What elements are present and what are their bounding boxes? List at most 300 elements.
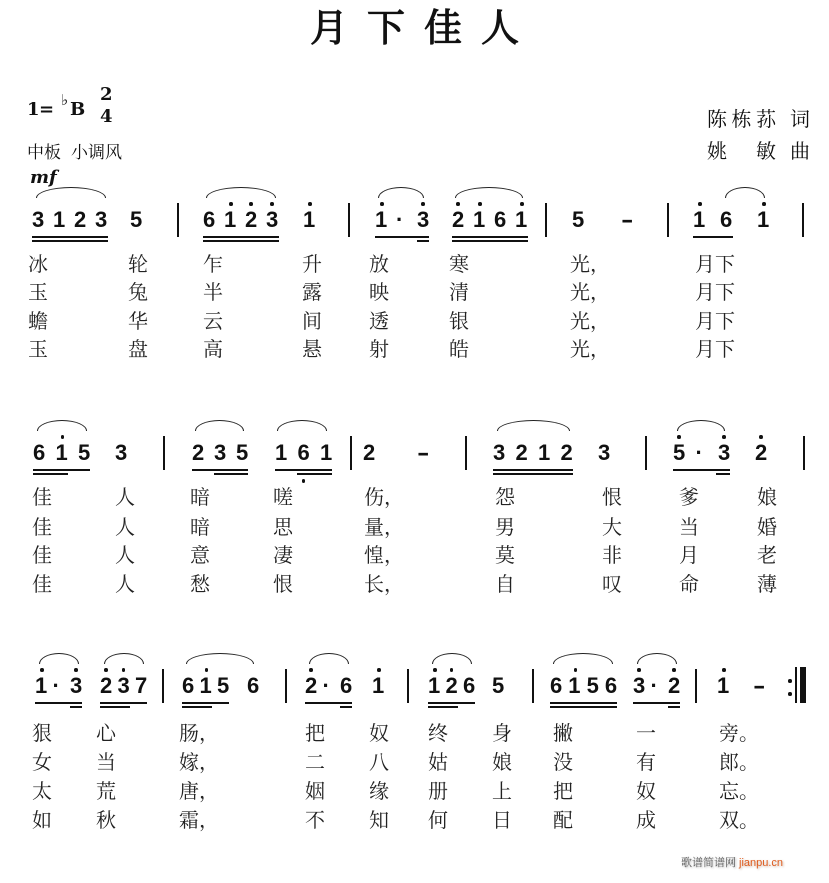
beam-underline [693,236,733,238]
lyric-char: 量， [364,515,404,539]
note: 2 [245,205,266,235]
lyric-char: 嗟 [273,485,293,509]
slur [725,187,765,198]
time-signature-beats: 2 [100,84,113,105]
lyric-row-verse-3 [0,310,829,332]
lyric-char: 月下 [695,337,735,361]
augmentation-dot: · [650,673,658,698]
lyric-char: 册 [428,779,448,803]
slur [309,653,349,664]
note: 6 [550,673,563,698]
style-marking: 小调风 [71,143,122,163]
lyric-char: 女 [32,750,52,774]
lyric-char: 凄 [273,543,293,567]
lyric-char: 当 [679,515,699,539]
beam-underline [305,702,352,704]
lyric-char: 身 [492,721,512,745]
note-group [130,205,151,235]
note: 3 [115,440,128,465]
lyric-char: 佳 [32,572,52,596]
lyric-char: 没 [553,750,573,774]
note: 5 [130,207,143,232]
note: 3 [493,440,506,465]
note-group [35,671,88,701]
beam-underline [32,236,108,238]
augmentation-dot: · [396,207,404,232]
note-group [550,671,623,701]
note: 1 [375,205,396,235]
note: 2 [452,205,473,235]
time-signature-beat-unit: 4 [100,106,113,127]
lyric-row-verse-1 [0,486,829,508]
lyric-char: 莫 [495,543,515,567]
lyric-char: 轮 [128,252,148,276]
barline [163,436,165,470]
score-system-3 [0,671,829,711]
slur [432,653,472,664]
beam-underline [550,706,617,708]
lyricist-role: 词 [790,107,815,131]
note: 6 [182,673,195,698]
lyric-char: 终 [428,721,448,745]
lyric-char: 皓 [449,337,469,361]
lyric-char: 如 [32,808,52,832]
barline [645,436,647,470]
note: 1 [53,207,66,232]
lyric-char: 高 [203,337,223,361]
note-group [375,205,438,235]
lyric-char: 射 [369,337,389,361]
lyric-char: 老 [757,543,777,567]
watermark-domain: jianpu.cn [739,857,784,869]
slur [378,187,424,198]
note: 7 [135,673,148,698]
lyric-char: 日 [492,808,512,832]
note: 6 [298,438,321,468]
lyric-char: 娘 [492,750,512,774]
lyric-char: 自 [495,572,515,596]
lyric-char: 把 [553,779,573,803]
song-title: 月下佳人 [309,5,538,50]
note: 6 [463,673,476,698]
beam-underline [100,702,147,704]
beam-underline [493,469,573,471]
lyric-char: 光， [570,252,610,276]
beam-underline [428,702,475,704]
lyric-char: 奴 [636,779,656,803]
beam-underline [340,706,352,708]
slur [553,653,613,664]
lyric-char: 八 [369,750,389,774]
dynamic-marking: mf [30,167,57,188]
note-group [717,671,738,701]
lyric-row-verse-4 [0,573,829,595]
repeat-end-thick-barline [800,667,806,703]
barline [695,669,697,703]
beam-underline [417,240,429,242]
note: 2 [755,438,776,468]
note: 1 [372,671,393,701]
beam-underline [192,469,248,471]
lyric-char: 非 [602,543,622,567]
barline [285,669,287,703]
note: 1 [568,671,586,701]
barline [667,203,669,237]
lyric-char: 人 [115,515,135,539]
note: 3 [214,440,227,465]
note-group [305,671,358,701]
note: 1 [275,440,288,465]
note-group [598,438,619,468]
lyric-char: 命 [679,572,699,596]
beam-underline [428,706,458,708]
lyric-char: 清 [449,280,469,304]
note: 1 [224,205,245,235]
note: 6 [203,207,216,232]
lyric-char: 人 [115,572,135,596]
lyric-char: 月下 [695,309,735,333]
lyric-char: 忘。 [719,779,759,803]
note: 2 [668,671,686,701]
lyric-char: 不 [305,808,325,832]
beam-underline [203,236,279,238]
note-group [115,438,136,468]
lyric-char: 佳 [32,485,52,509]
repeat-dot [788,679,792,683]
beam-underline [203,240,279,242]
note-group [372,671,393,701]
lyric-char: 薄 [757,572,777,596]
lyric-char: 撇 [553,721,573,745]
beam-underline [182,706,212,708]
note-group [192,438,258,468]
note: 3 [598,440,611,465]
lyric-char: 把 [305,721,325,745]
note: 6 [33,440,46,465]
dash-extension: - [621,207,634,232]
lyric-char: 兔 [128,280,148,304]
watermark-site-name: 歌谱简谱网 [681,856,736,869]
barline [162,669,164,703]
lyric-char: 成 [636,808,656,832]
score-system-1 [0,205,829,245]
lyric-char: 光， [570,337,610,361]
note-group [32,205,116,235]
lyric-row-verse-3 [0,544,829,566]
note: 1 [717,671,738,701]
note: 5 [586,673,599,698]
slur [36,187,106,198]
note: 1 [56,438,79,468]
barline [802,203,804,237]
lyric-char: 人 [115,543,135,567]
note: 6 [340,673,353,698]
note: 1 [200,671,218,701]
slur [186,653,254,664]
barline [545,203,547,237]
lyric-char: 怨 [495,485,515,509]
barline [350,436,352,470]
note: 1 [320,440,333,465]
beam-underline [32,240,108,242]
lyric-char: 娘 [757,485,777,509]
beam-underline [33,473,68,475]
lyric-char: 爹 [679,485,699,509]
lyric-char: 升 [302,252,322,276]
slur [37,420,87,431]
key-tonic: 1 [27,99,40,120]
augmentation-dot: · [695,440,703,465]
note: 2 [560,440,573,465]
note-group [303,205,324,235]
repeat-dot [788,692,792,696]
note: 3 [417,205,438,235]
lyric-char: 银 [449,309,469,333]
slur [206,187,276,198]
lyric-row-verse-4 [0,809,829,831]
note: 3 [32,207,45,232]
lyric-char: 唐， [179,779,219,803]
note: 1 [428,671,446,701]
lyric-char: 愁 [190,572,210,596]
lyric-char: 盘 [128,337,148,361]
lyric-char: 配 [553,808,573,832]
lyric-char: 映 [369,280,389,304]
lyric-row-verse-1 [0,253,829,275]
beam-underline [214,473,248,475]
lyric-char: 透 [369,309,389,333]
note-group [363,438,384,468]
lyric-char: 恨 [273,572,293,596]
slur [277,420,327,431]
beam-underline [550,702,617,704]
lyric-char: 太 [32,779,52,803]
lyric-char: 当 [96,750,116,774]
lyric-char: 恨 [602,485,622,509]
barline [465,436,467,470]
lyric-row-verse-2 [0,281,829,303]
beam-underline [375,236,429,238]
slur [195,420,244,431]
dash-extension: - [753,673,766,698]
lyric-char: 佳 [32,543,52,567]
augmentation-dot: · [52,673,60,698]
beam-underline [673,469,730,471]
beam-underline [297,473,332,475]
lyric-char: 蟾 [28,309,48,333]
note: 6 [247,673,260,698]
lyric-char: 狠 [32,721,52,745]
lyric-char: 姑 [428,750,448,774]
note: 5 [236,440,249,465]
lyric-char: 男 [495,515,515,539]
slur [637,653,677,664]
lyric-char: 长， [364,572,404,596]
lyric-char: 暗 [190,515,210,539]
lyric-char: 乍 [203,252,223,276]
barline [177,203,179,237]
beam-underline [70,706,82,708]
barline [803,436,805,470]
lyric-char: 月 [679,543,699,567]
note-group [33,438,101,468]
slur [104,653,144,664]
beam-underline [493,473,573,475]
slur [497,420,570,431]
lyric-char: 意 [190,543,210,567]
note: 5 [572,207,585,232]
lyric-char: 奴 [369,721,389,745]
lyric-char: 月下 [695,280,735,304]
beam-underline [668,706,680,708]
note-group [755,438,776,468]
note-group [428,671,481,701]
note: 2 [363,440,376,465]
dash-extension: - [417,440,430,465]
note: 3 [95,207,108,232]
lyric-char: 郎。 [719,750,759,774]
note-group [757,205,778,235]
note: 3 [118,671,136,701]
repeat-end-thin-barline [795,667,797,703]
note: 3 [266,205,287,235]
note-group [633,671,686,701]
lyric-char: 思 [273,515,293,539]
note: 3 [633,671,651,701]
lyric-char: 姻 [305,779,325,803]
lyric-char: 人 [115,485,135,509]
lyric-char: 旁。 [719,721,759,745]
lyric-char: 叹 [602,572,622,596]
barline [407,669,409,703]
note: 1 [538,440,551,465]
note: 2 [305,671,323,701]
note-group [275,438,343,468]
note: 1 [515,205,536,235]
note-group [203,205,287,235]
note: 6 [720,207,733,232]
tempo-marking: 中板 [27,143,61,163]
lyric-row-verse-1 [0,722,829,744]
note: 2 [446,671,464,701]
lyric-char: 荒 [96,779,116,803]
augmentation-dot: · [322,673,330,698]
lyric-char: 间 [302,309,322,333]
note: 1 [303,205,324,235]
barline [348,203,350,237]
lyric-char: 伤， [364,485,404,509]
note-group [492,671,513,701]
lyricist-name: 陈栋荪 [707,107,781,131]
note: 5 [217,673,230,698]
note: 6 [494,207,507,232]
note-group [673,438,741,468]
lyric-char: 何 [428,808,448,832]
beam-underline [100,706,130,708]
lyric-char: 光， [570,280,610,304]
lyric-char: 暗 [190,485,210,509]
note: 2 [192,440,205,465]
lyric-char: 华 [128,309,148,333]
note: 3 [718,438,741,468]
lyric-row-verse-2 [0,516,829,538]
lyric-char: 二 [305,750,325,774]
slur [455,187,523,198]
note: 2 [515,440,528,465]
lyric-char: 悬 [302,337,322,361]
lyric-char: 一 [636,721,656,745]
lyric-char: 双。 [719,808,759,832]
note-group [753,671,774,701]
note: 5 [78,440,91,465]
note: 5 [673,438,696,468]
note: 1 [757,205,778,235]
note: 3 [70,671,88,701]
note-group [417,438,438,468]
lyric-char: 玉 [28,280,48,304]
beam-underline [716,473,730,475]
note-group [452,205,536,235]
composer-role: 曲 [790,139,815,163]
lyric-char: 大 [602,515,622,539]
lyric-char: 有 [636,750,656,774]
note: 2 [100,671,118,701]
lyric-char: 肠， [179,721,219,745]
note: 6 [604,673,618,698]
note: 2 [74,207,87,232]
lyric-row-verse-2 [0,751,829,773]
lyric-char: 寒 [449,252,469,276]
lyric-char: 霜， [179,808,219,832]
note-group [493,438,583,468]
lyric-char: 光， [570,309,610,333]
key-equals: = [39,99,55,120]
lyric-char: 知 [369,808,389,832]
note-group [693,205,747,235]
lyric-char: 月下 [695,252,735,276]
lyric-row-verse-3 [0,780,829,802]
lyric-char: 玉 [28,337,48,361]
lyric-char: 惶， [364,543,404,567]
note: 5 [492,673,505,698]
beam-underline [633,702,680,704]
flat-icon: ♭ [61,91,69,109]
lyric-char: 上 [492,779,512,803]
beam-underline [182,702,229,704]
lyric-row-verse-4 [0,338,829,360]
lyric-char: 冰 [28,252,48,276]
lyric-char: 云 [203,309,223,333]
lyric-char: 露 [302,280,322,304]
note-group [100,671,153,701]
lyric-char: 放 [369,252,389,276]
lyric-char: 心 [96,721,116,745]
watermark [681,856,783,870]
note-group [182,671,265,701]
slur [677,420,725,431]
note: 1 [473,205,494,235]
lyric-char: 半 [203,280,223,304]
lyric-char: 佳 [32,515,52,539]
lyric-char: 婚 [757,515,777,539]
note: 1 [693,205,720,235]
key-name: B [70,99,86,120]
beam-underline [452,240,528,242]
beam-underline [35,702,82,704]
beam-underline [33,469,90,471]
composer-name: 姚 敏 [707,139,781,163]
note-group [572,205,593,235]
